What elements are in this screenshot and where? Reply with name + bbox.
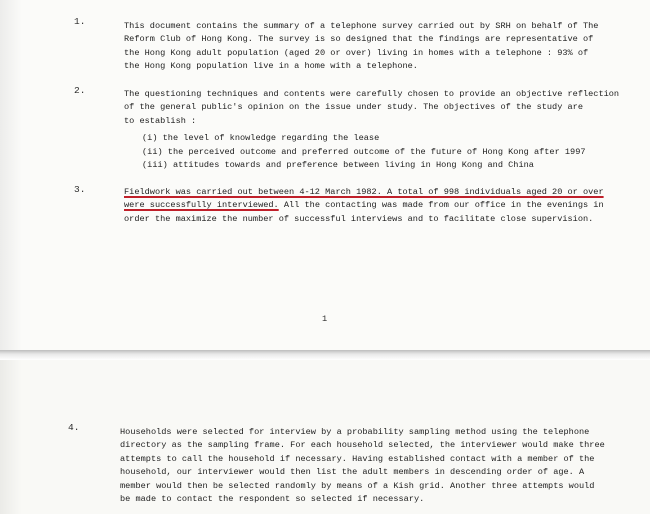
- paragraph-4-line: member would then be selected randomly by means of a Kish grid. Another three attempts would: [120, 480, 595, 491]
- highlighted-phrase: were successfully interviewed.: [124, 200, 279, 211]
- paragraph-3: [124, 186, 604, 226]
- paragraph-1-line: Reform Club of Hong Kong. The survey is so designed that the findings are representative of: [124, 34, 594, 45]
- paragraph-2-line: The questioning techniques and contents were carefully chosen to provide an objective reflection: [124, 89, 620, 99]
- paragraph-1: [124, 20, 598, 74]
- paragraph-3-line: [124, 199, 604, 212]
- highlighted-line: Fieldwork was carried out between 4-12 March 1982. A total of 998 individuals aged 20 or over: [124, 187, 604, 197]
- document-page-2: [0, 360, 650, 514]
- scan-shadow: [0, 0, 22, 350]
- paragraph-2-line: to establish :: [124, 115, 197, 126]
- paragraph-1-line: This document contains the summary of a telephone survey carried out by SRH on behalf of The: [124, 21, 599, 31]
- paragraph-1-line: the Hong Kong population live in a home with a telephone.: [124, 61, 418, 72]
- objective-item: (ii) the perceived outcome and preferred outcome of the future of Hong Kong after 1997: [142, 146, 586, 157]
- paragraph-4-line: be made to contact the respondent so selected if necessary.: [120, 494, 425, 505]
- objective-item: (iii) attitudes towards and preference between living in Hong Kong and China: [142, 160, 534, 171]
- paragraph-number-2: 2.: [74, 85, 86, 96]
- paragraph-number-3: 3.: [74, 184, 86, 195]
- paragraph-4-line: household, our interviewer would then list the adult members in descending order of age. A: [120, 467, 585, 478]
- paragraph-3-line: order the maximize the number of successful interviews and to facilitate close supervision.: [124, 213, 594, 224]
- paragraph-4-line: attempts to call the household if necessary. Having established contact with a member of the: [120, 453, 595, 464]
- paragraph-2-line: of the general public's opinion on the issue under study. The objectives of the study are: [124, 102, 583, 113]
- paragraph-4-line: Households were selected for interview by a probability sampling method using the telephone: [120, 427, 590, 437]
- objective-item: (i) the level of knowledge regarding the lease: [142, 133, 380, 144]
- paragraph-4-line: directory as the sampling frame. For each household selected, the interviewer would make three: [120, 440, 605, 451]
- paragraph-2: [124, 88, 619, 172]
- paragraph-number-1: 1.: [74, 16, 86, 27]
- page-divider: [0, 350, 650, 360]
- paragraph-number-4: 4.: [68, 422, 80, 433]
- paragraph-1-line: the Hong Kong adult population (aged 20 or over) living in homes with a telephone : 93% of: [124, 47, 589, 58]
- page-number: 1: [322, 314, 328, 324]
- paragraph-4: [120, 426, 605, 506]
- paragraph-3-line-rest: All the contacting was made from our office in the evenings in: [278, 200, 604, 211]
- scan-shadow: [0, 360, 22, 514]
